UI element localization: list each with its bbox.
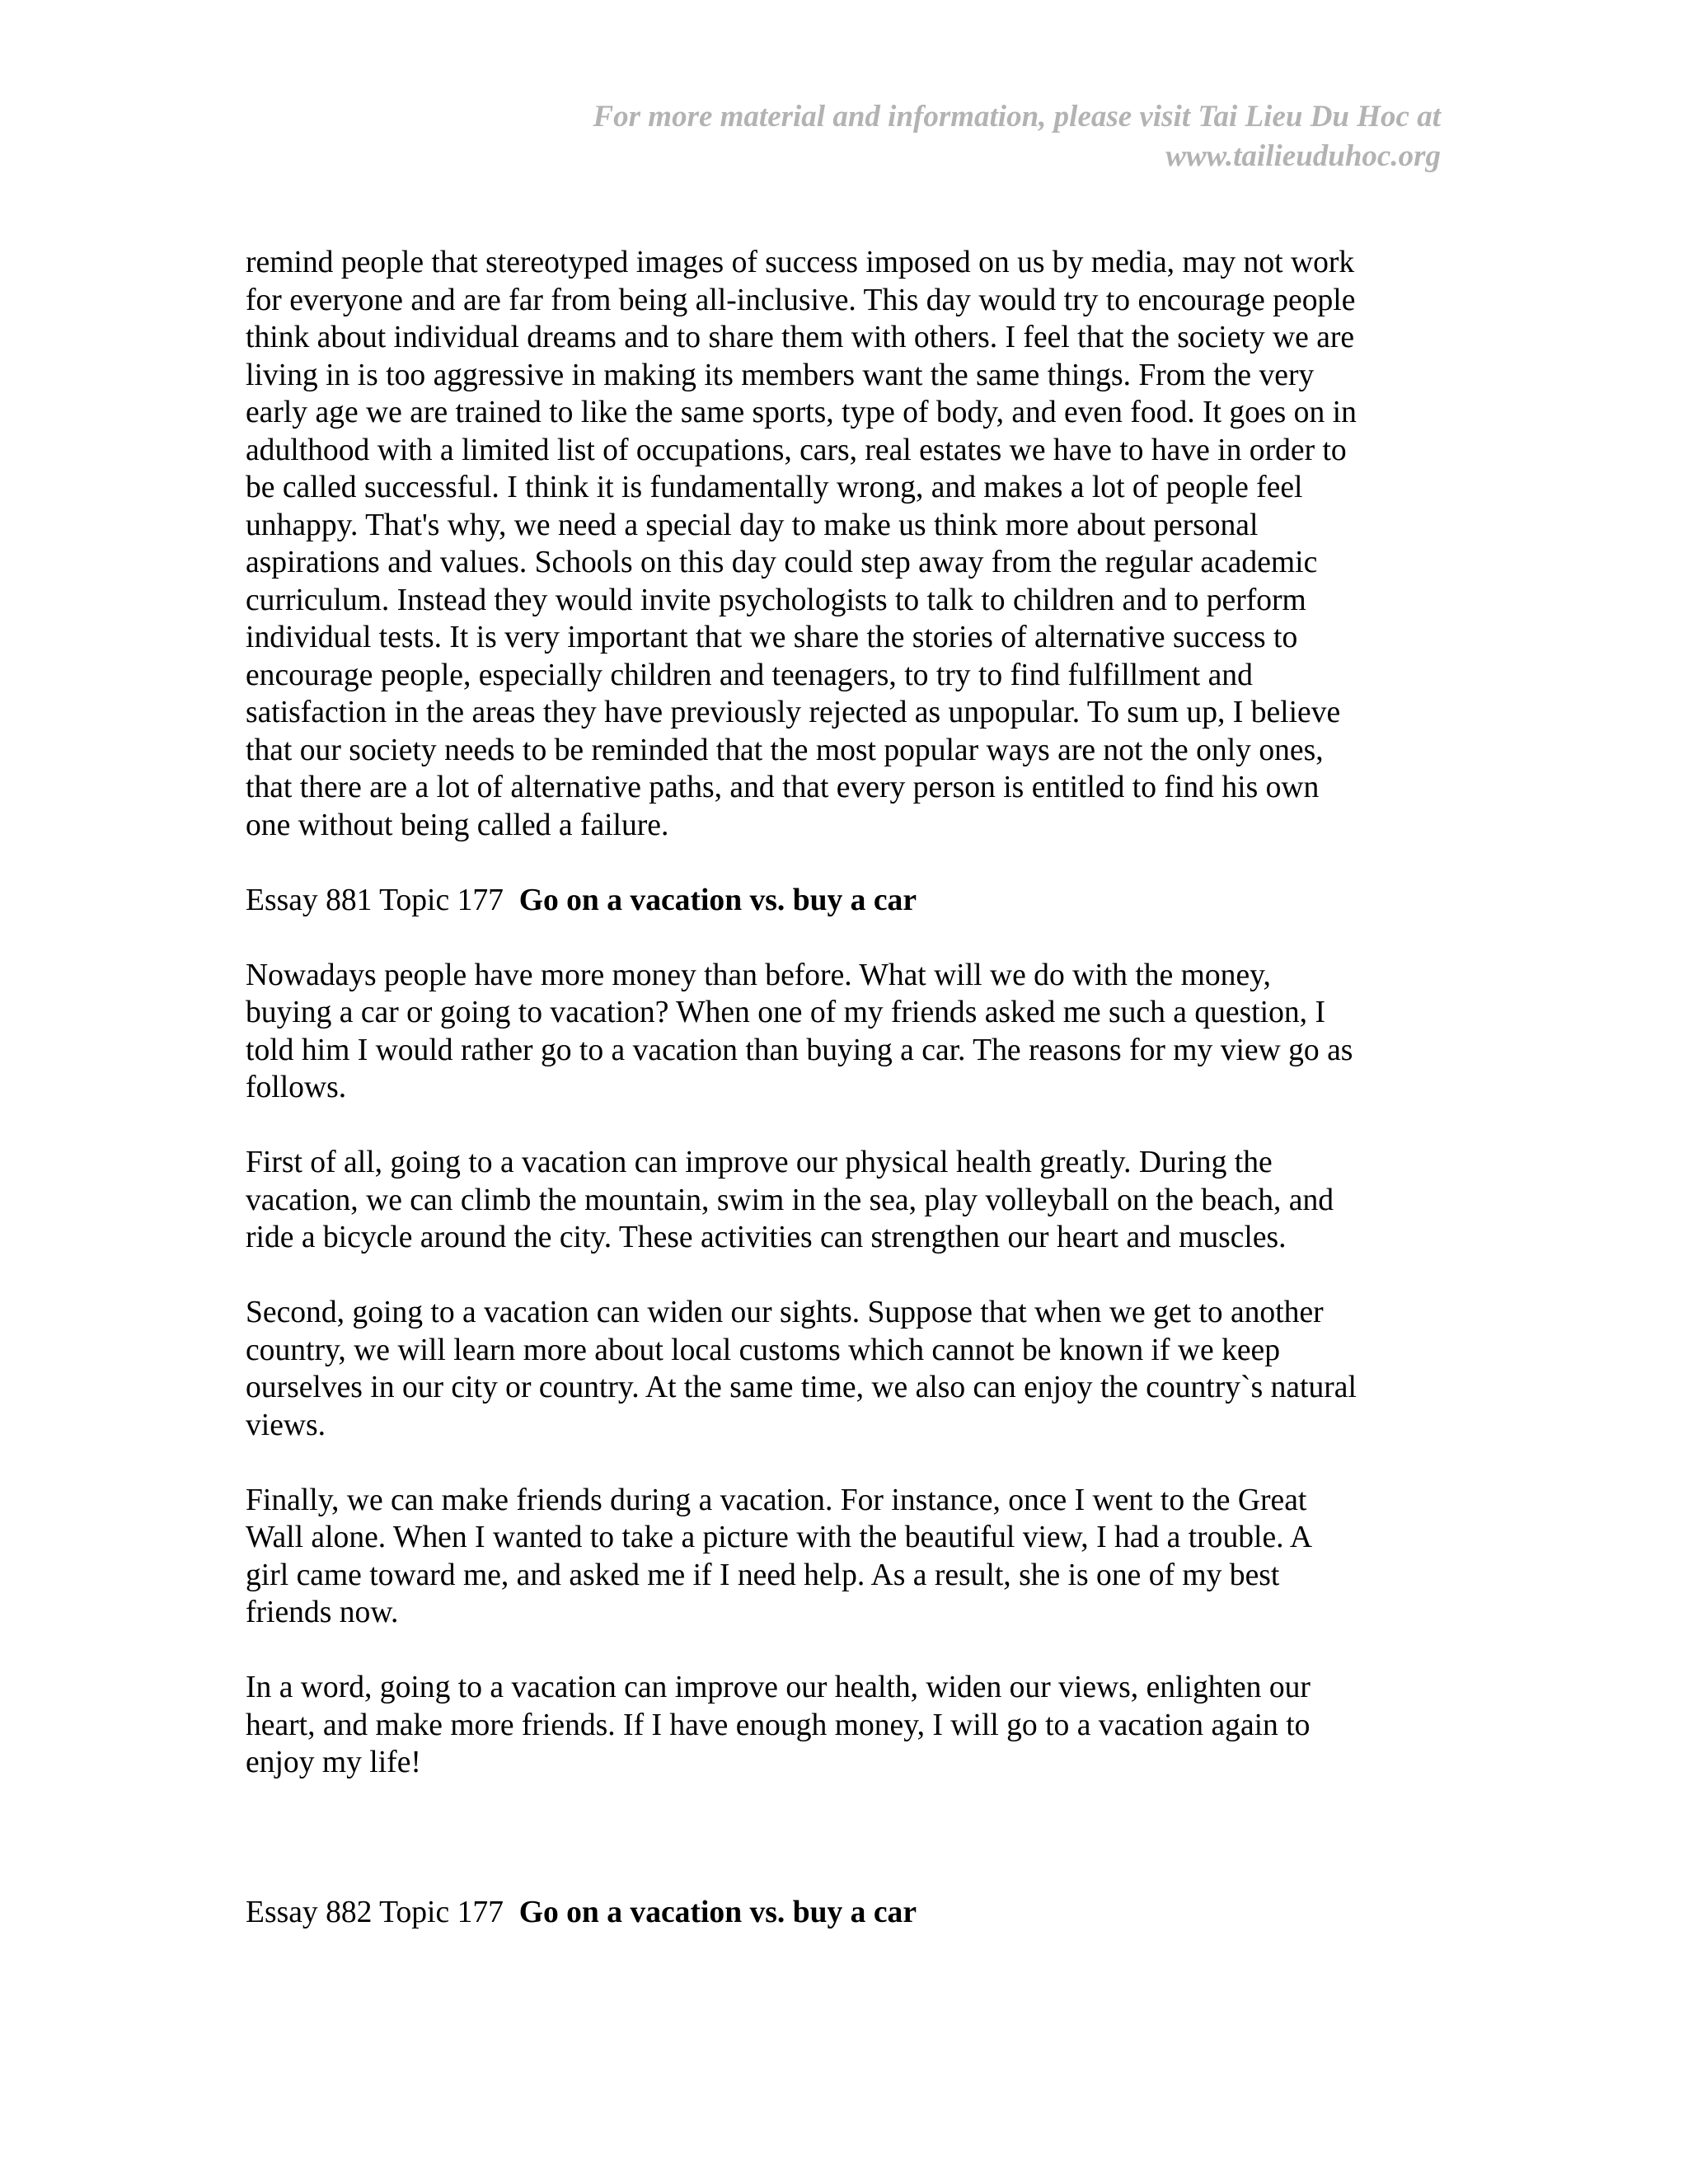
essay-882-label: Essay 882 Topic 177 xyxy=(246,1896,504,1929)
essay-882-heading xyxy=(246,1894,1449,1932)
header-line-1: For more material and information, please visit Tai Lieu Du Hoc at xyxy=(593,100,1441,134)
header-line-2: www.tailieuduhoc.org xyxy=(1165,139,1441,173)
essay-881-paragraph-3: Second, going to a vacation can widen our sights. Suppose that when we get to another country, we will learn more about local customs which cannot be known if we keep ourselves in our city or country. At the same time, we also can enjoy the country`s natural views. xyxy=(246,1296,1357,1442)
essay-881-paragraph-4: Finally, we can make friends during a vacation. For instance, once I went to the Great Wall alone. When I wanted to take a picture with the beautiful view, I had a trouble. A girl came toward me, and asked me if I need help. As a result, she is one of my best friends now. xyxy=(246,1483,1313,1629)
intro-paragraph: remind people that stereotyped images of success imposed on us by media, may not work for everyone and are far from being all-inclusive. This day would try to encourage people think about individual dreams and to share them with others. I feel that the society we are living in is too aggressive in making its members want the same things. From the very early age we are trained to like the same sports, type of body, and even food. It goes on in adulthood with a limited list of occupations, cars, real estates we have to have in order to be called successful. I think it is fundamentally wrong, and makes a lot of people feel unhappy. That's why, we need a special day to make us think more about personal aspirations and values. Schools on this day could step away from the regular academic curriculum. Instead they would invite psychologists to talk to children and to perform individual tests. It is very important that we share the stories of alternative success to encourage people, especially children and teenagers, to try to find fulfillment and satisfaction in the areas they have previously rejected as unpopular. To sum up, I believe that our society needs to be reminded that the most popular ways are not the only ones, that there are a lot of alternative paths, and that every person is entitled to find his own one without being called a failure. xyxy=(246,246,1357,842)
essay-881-paragraph-2: First of all, going to a vacation can improve our physical health greatly. During the vacation, we can climb the mountain, swim in the sea, play volleyball on the beach, and ride a bicycle around the city. These activities can strengthen our heart and muscles. xyxy=(246,1146,1334,1254)
essay-882-title: Go on a vacation vs. buy a car xyxy=(518,1896,917,1929)
document-body xyxy=(246,244,1449,1969)
essay-881-paragraph-5: In a word, going to a vacation can improve our health, widen our views, enlighten our heart, and make more friends. If I have enough money, I will go to a vacation again to enjoy my life! xyxy=(246,1671,1311,1779)
essay-881-paragraph-1: Nowadays people have more money than before. What will we do with the money, buying a car or going to vacation? When one of my friends asked me such a question, I told him I would rather go to a vacation than buying a car. The reasons for my view go as follows. xyxy=(246,958,1353,1104)
page-header xyxy=(369,97,1441,176)
section-spacer xyxy=(246,1819,1449,1894)
essay-881-label: Essay 881 Topic 177 xyxy=(246,883,504,917)
essay-881-heading xyxy=(246,882,1449,920)
essay-881-title: Go on a vacation vs. buy a car xyxy=(518,883,917,917)
